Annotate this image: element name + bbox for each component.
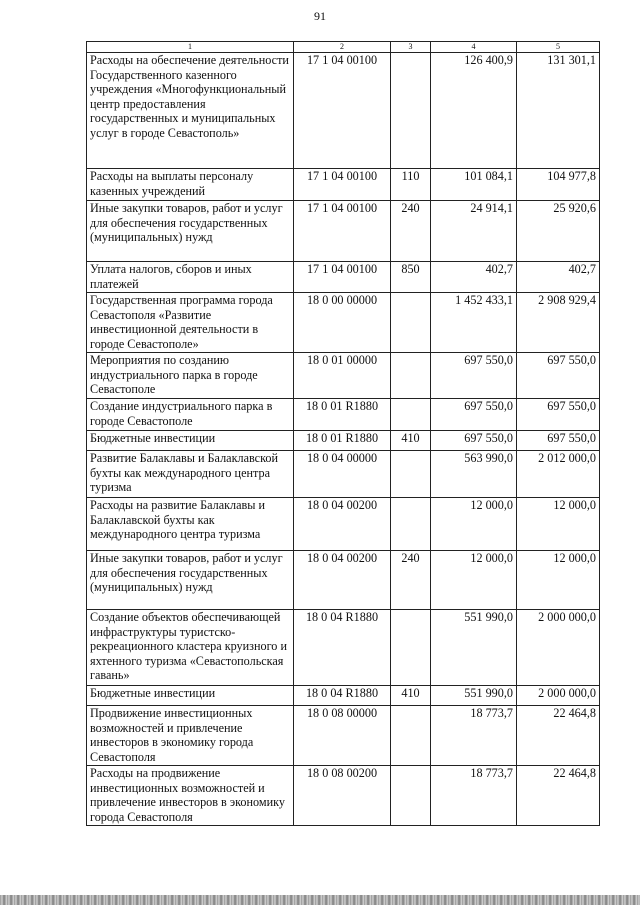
row-code: 18 0 08 00000	[294, 706, 391, 766]
row-name: Расходы на развитие Балаклавы и Балаклавской бухты как международного центра туризма	[87, 498, 294, 551]
row-sum-year2: 402,7	[517, 262, 600, 293]
row-sum-year1: 697 550,0	[431, 431, 517, 451]
row-name: Уплата налогов, сборов и иных платежей	[87, 262, 294, 293]
row-name: Расходы на выплаты персоналу казенных учреждений	[87, 169, 294, 201]
row-expense-type	[391, 451, 431, 498]
row-sum-year1: 12 000,0	[431, 551, 517, 610]
row-sum-year1: 402,7	[431, 262, 517, 293]
row-name: Развитие Балаклавы и Балаклавской бухты как международного центра туризма	[87, 451, 294, 498]
table-row	[87, 353, 600, 399]
column-number-row	[87, 42, 600, 53]
table-row	[87, 551, 600, 610]
row-name: Продвижение инвестиционных возможностей и привлечение инвесторов в экономику города Севастополя	[87, 706, 294, 766]
row-sum-year1: 18 773,7	[431, 766, 517, 826]
row-name: Расходы на продвижение инвестиционных возможностей и привлечение инвесторов в экономику города Севастополя	[87, 766, 294, 826]
row-name: Мероприятия по созданию индустриального парка в городе Севастополе	[87, 353, 294, 399]
row-sum-year2: 697 550,0	[517, 431, 600, 451]
row-code: 18 0 04 00000	[294, 451, 391, 498]
row-expense-type: 110	[391, 169, 431, 201]
row-code: 18 0 04 R1880	[294, 610, 391, 686]
row-expense-type: 240	[391, 551, 431, 610]
row-sum-year1: 551 990,0	[431, 610, 517, 686]
row-code: 17 1 04 00100	[294, 262, 391, 293]
column-number: 3	[391, 42, 431, 53]
row-code: 18 0 01 R1880	[294, 399, 391, 431]
column-number: 1	[87, 42, 294, 53]
budget-table	[86, 41, 600, 826]
row-name: Иные закупки товаров, работ и услуг для обеспечения государственных (муниципальных) нужд	[87, 551, 294, 610]
row-expense-type: 410	[391, 431, 431, 451]
row-name: Иные закупки товаров, работ и услуг для обеспечения государственных (муниципальных) нужд	[87, 201, 294, 262]
table-row	[87, 293, 600, 353]
row-sum-year2: 2 908 929,4	[517, 293, 600, 353]
row-sum-year1: 697 550,0	[431, 399, 517, 431]
row-code: 17 1 04 00100	[294, 201, 391, 262]
table-row	[87, 201, 600, 262]
table-row	[87, 686, 600, 706]
row-code: 17 1 04 00100	[294, 169, 391, 201]
table-row	[87, 498, 600, 551]
row-sum-year2: 22 464,8	[517, 766, 600, 826]
column-number: 4	[431, 42, 517, 53]
row-expense-type: 850	[391, 262, 431, 293]
row-name: Бюджетные инвестиции	[87, 686, 294, 706]
column-number: 5	[517, 42, 600, 53]
table-row	[87, 431, 600, 451]
row-code: 17 1 04 00100	[294, 53, 391, 169]
row-sum-year2: 697 550,0	[517, 399, 600, 431]
row-sum-year1: 697 550,0	[431, 353, 517, 399]
row-expense-type	[391, 706, 431, 766]
column-number: 2	[294, 42, 391, 53]
row-name: Бюджетные инвестиции	[87, 431, 294, 451]
row-expense-type	[391, 53, 431, 169]
table-row	[87, 610, 600, 686]
row-expense-type	[391, 610, 431, 686]
row-code: 18 0 08 00200	[294, 766, 391, 826]
table-row	[87, 262, 600, 293]
row-sum-year1: 18 773,7	[431, 706, 517, 766]
row-code: 18 0 00 00000	[294, 293, 391, 353]
row-expense-type	[391, 498, 431, 551]
table-row	[87, 451, 600, 498]
table-row	[87, 53, 600, 169]
row-sum-year2: 25 920,6	[517, 201, 600, 262]
row-sum-year2: 22 464,8	[517, 706, 600, 766]
row-sum-year2: 104 977,8	[517, 169, 600, 201]
row-sum-year2: 697 550,0	[517, 353, 600, 399]
row-code: 18 0 04 00200	[294, 498, 391, 551]
row-sum-year1: 101 084,1	[431, 169, 517, 201]
row-name: Создание индустриального парка в городе Севастополе	[87, 399, 294, 431]
row-sum-year1: 551 990,0	[431, 686, 517, 706]
table-row	[87, 169, 600, 201]
row-sum-year2: 2 000 000,0	[517, 610, 600, 686]
row-expense-type	[391, 353, 431, 399]
row-sum-year1: 24 914,1	[431, 201, 517, 262]
table-row	[87, 766, 600, 826]
table-row	[87, 706, 600, 766]
row-name: Государственная программа города Севастополя «Развитие инвестиционной деятельности в городе Севастополе»	[87, 293, 294, 353]
table-row	[87, 399, 600, 431]
row-sum-year1: 563 990,0	[431, 451, 517, 498]
row-sum-year1: 1 452 433,1	[431, 293, 517, 353]
row-sum-year1: 12 000,0	[431, 498, 517, 551]
row-sum-year2: 131 301,1	[517, 53, 600, 169]
row-expense-type: 410	[391, 686, 431, 706]
row-code: 18 0 01 R1880	[294, 431, 391, 451]
row-expense-type: 240	[391, 201, 431, 262]
scan-edge	[0, 895, 640, 905]
page-number: 91	[314, 9, 326, 23]
row-code: 18 0 04 00200	[294, 551, 391, 610]
row-expense-type	[391, 399, 431, 431]
row-sum-year2: 12 000,0	[517, 498, 600, 551]
row-sum-year2: 2 012 000,0	[517, 451, 600, 498]
row-expense-type	[391, 766, 431, 826]
row-name: Расходы на обеспечение деятельности Государственного казенного учреждения «Многофункциональный центр предоставления государственных и муниципальных услуг в городе Севастополь»	[87, 53, 294, 169]
row-sum-year2: 2 000 000,0	[517, 686, 600, 706]
row-sum-year1: 126 400,9	[431, 53, 517, 169]
row-sum-year2: 12 000,0	[517, 551, 600, 610]
row-code: 18 0 04 R1880	[294, 686, 391, 706]
row-code: 18 0 01 00000	[294, 353, 391, 399]
row-expense-type	[391, 293, 431, 353]
row-name: Создание объектов обеспечивающей инфраструктуры туристско-рекреационного кластера круизного и яхтенного туризма «Севастопольская гавань»	[87, 610, 294, 686]
